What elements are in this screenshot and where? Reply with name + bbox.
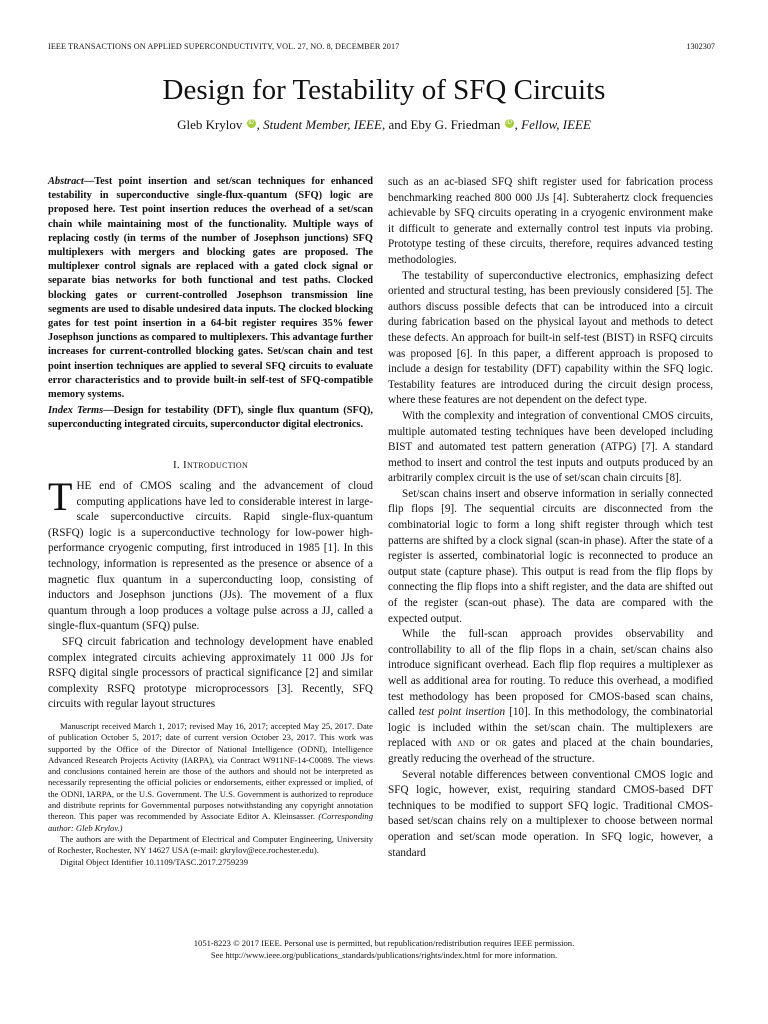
- footnote-text: Manuscript received March 1, 2017; revised May 16, 2017; accepted May 25, 2017. Date of publication October 5, 2017; date of current version October 23, 2017. This work was supported by the Office of the Director of National Intelligence (ODNI), Intelligence Advanced Research Projects Activity (IARPA), via Contract W911NF-14-C0089. The views and conclusions contained herein are those of the authors and should not be interpreted as necessarily representing the official policies or endorsements, either expressed or implied, of the ODNI, IARPA, or the U.S. Government. The U.S. Government is authorized to reproduce and distribute reprints for Governmental purposes notwithstanding any copyright annotation thereon. This paper was recommended by Associate Editor A. Kleinsasser.: [48, 721, 373, 822]
- gate-name-or: or: [495, 737, 507, 750]
- journal-header: IEEE TRANSACTIONS ON APPLIED SUPERCONDUCTIVITY, VOL. 27, NO. 8, DECEMBER 2017: [48, 42, 400, 51]
- paragraph: such as an ac-biased SFQ shift register used for fabrication process benchmarking reached 800 000 JJs [4]. Subterahertz clock frequencies achievable by SFQ circuits operating in a cryogenic environment make it difficult to generate and externally control test inputs via probing. Prototype testing of these circuits, therefore, requires advanced testing methodologies.: [388, 176, 713, 266]
- copyright-footer: [0, 937, 768, 961]
- drop-cap: T: [48, 474, 73, 519]
- paragraph: SFQ circuit fabrication and technology development have enabled complex integrated circuits achieving approximately 11 000 JJs for RSFQ digital single processors of practical significance [2] and similar complexity RSFQ prototype microprocessors [3]. Recently, SFQ circuits with regular layout structures: [48, 635, 373, 711]
- section-title: Introduction: [183, 459, 249, 471]
- author-affiliation: , Student Member, IEEE,: [256, 117, 386, 132]
- paragraph: The testability of superconductive electronics, emphasizing defect oriented and structural testing, has been previously considered [5]. The authors discuss possible defects that can be introduced into a circuit during fabrication based on the physical layout and methods to detect these defects. An approach for built-in self-test (BIST) in RSFQ circuits was proposed [6]. In this paper, a different approach is proposed to include a design for testability (DFT) capability within the SFQ logic. Testability features are introduced during the circuit design process, where these features are not dependent on the defect type.: [388, 269, 713, 407]
- paragraph-text: gates and placed at the chain boundaries, greatly reducing the overhead of the structure.: [388, 737, 714, 765]
- author-affiliation: , Fellow, IEEE: [514, 117, 591, 132]
- left-column-body: [48, 474, 373, 713]
- paragraph: Several notable differences between conventional CMOS logic and SFQ logic, however, exist, requiring standard CMOS-based DFT techniques to be modified to support SFQ logic. Traditional CMOS-based set/scan chains rely on a multiplexer to choose between normal operation and set/scan mode operation. In SFQ logic, however, a standard: [388, 768, 713, 859]
- paragraph-text: HE end of CMOS scaling and the advancement of cloud computing applications have led to considerable interest in large-scale superconductive circuits. Rapid single-flux-quantum (RSFQ) logic is a superconductive technology for low-power high-performance cryogenic computing, first introduced in 1985 [1]. In this technology, information is represented as the presence or absence of a magnetic flux quantum in a superconducting loop, consisting of inductors and Josephson junctions (JJs). The movement of a flux quantum through a loop produces a voltage pulse across a JJ, called a single-flux-quantum (SFQ) pulse.: [48, 480, 373, 633]
- paragraph-text: While the full-scan approach provides observability and controllability to all of the flip flops in a chain, set/scan chains also introduce significant overhead. Each flip flop requires a multiplexer as well as additional area for routing. To reduce this overhead, a modified test methodology has been proposed for CMOS-based scan chains, called: [388, 628, 713, 719]
- article-number: 1302307: [686, 42, 715, 51]
- index-terms: [48, 404, 373, 432]
- right-column-body: [388, 175, 713, 861]
- footnote-manuscript: [48, 721, 373, 834]
- author-name: Eby G. Friedman: [410, 117, 501, 132]
- rights-link[interactable]: See http://www.ieee.org/publications_standards/publications/rights/index.html for more information.: [210, 950, 558, 960]
- footnotes: [48, 721, 373, 868]
- paragraph-text: [10]. In this methodology, the combinatorial logic is included within the set/scan chain. The multiplexers are replaced with: [388, 706, 713, 750]
- paragraph: [48, 474, 373, 635]
- paragraph-text: or: [474, 737, 496, 750]
- gate-name-and: and: [457, 737, 475, 750]
- abstract-text: —Test point insertion and set/scan techniques for enhanced testability in superconductive single-flux-quantum (SFQ) logic are proposed here. Test point insertion reduces the overhead of a set/scan chain while maintaining most of the functionality. Multiple ways of replacing costly (in terms of the number of Josephson junctions) SFQ multiplexers with mergers and blocking gates are proposed. The multiplexer control signals are replaced with a gated clock signal or separate bias networks for both functional and test paths. Clocked blocking gates or current-controlled Josephson transmission line segments are used to disable undesired data inputs. The clocked blocking gates for test point insertion in a 64-bit register requires 35% fewer Josephson junctions as compared to multiplexers. This advantage further increases for current-controlled blocking gates. Set/scan chain and test point insertion techniques are applied to several SFQ circuits to evaluate error characteristics and to provide built-in self-test of SFQ-compatible memory systems.: [48, 176, 373, 401]
- corresponding-author: (Corresponding author: Gleb Krylov.): [48, 811, 373, 833]
- index-terms-text: —Design for testability (DFT), single flux quantum (SFQ), superconducting integrated circuits, superconductor digital electronics.: [48, 405, 373, 431]
- abstract: [48, 175, 373, 402]
- paper-title: Design for Testability of SFQ Circuits: [162, 74, 606, 106]
- copyright-line: 1051-8223 © 2017 IEEE. Personal use is permitted, but republication/redistribution requires IEEE permission.: [193, 938, 575, 948]
- paragraph: [388, 627, 713, 767]
- author-conjunction: and: [385, 117, 411, 132]
- orcid-icon[interactable]: iD: [506, 120, 512, 126]
- section-heading: [48, 459, 373, 471]
- paragraph: Set/scan chains insert and observe information in serially connected flip flops [9]. The sequential circuits are disconnected from the combinatorial logic to form a long shift register through which test patterns are shifted by a clock signal (scan-in phase). After the state of a register is asserted, combinatorial logic is reconnected to produce an output state (capture phase). This output is read from the flip flops by connecting the flip flops into a shift register, and the data are shifted out of the register (scan-out phase). The data are compared with the expected output.: [388, 487, 713, 625]
- abstract-label: Abstract: [48, 176, 84, 187]
- index-terms-label: Index Terms: [48, 405, 104, 416]
- footnote-affiliation: The authors are with the Department of Electrical and Computer Engineering, University of Rochester, Rochester, NY 14627 USA (e-mail: gkrylov@ece.rochester.edu).: [48, 833, 373, 856]
- paragraph: With the complexity and integration of conventional CMOS circuits, multiple automated testing techniques have been developed including BIST and automated test pattern generation (ATPG) [7]. A standard method to insert and control the test inputs and outputs produced by an arbitrarily complex circuit is the use of set/scan chain circuits [8].: [388, 409, 713, 485]
- orcid-icon[interactable]: iD: [248, 120, 254, 126]
- author-line: [0, 117, 768, 133]
- footnote-doi[interactable]: Digital Object Identifier 10.1109/TASC.2017.2759239: [60, 856, 249, 867]
- emphasized-term: test point insertion: [418, 706, 506, 719]
- author-name: Gleb Krylov: [177, 117, 243, 132]
- section-number: I.: [172, 459, 180, 471]
